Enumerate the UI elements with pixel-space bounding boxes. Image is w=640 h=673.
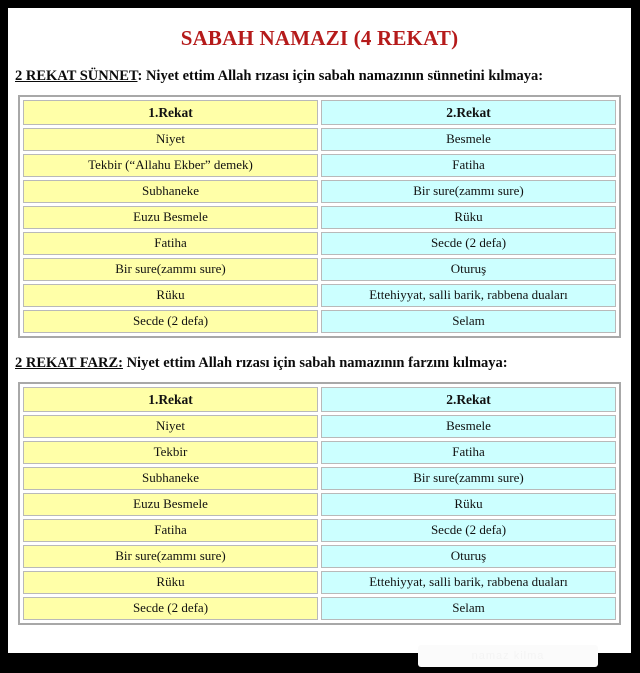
rekat-1-step: Bir sure(zammı sure) <box>23 258 318 281</box>
rekat-1-step: Fatiha <box>23 232 318 255</box>
table-row <box>23 545 616 568</box>
section-sunnet-heading-label: 2 REKAT SÜNNET <box>15 68 138 85</box>
table-row <box>23 597 616 620</box>
table-row <box>23 493 616 516</box>
table-header-row <box>23 100 616 125</box>
page-title: SABAH NAMAZI (4 REKAT) <box>180 26 459 50</box>
section-farz-heading <box>8 354 631 372</box>
column-header-rekat-2: 2.Rekat <box>321 387 616 412</box>
farz-rekat-table <box>18 382 621 625</box>
rekat-1-step: Niyet <box>23 128 318 151</box>
section-sunnet-heading-text: : Niyet ettim Allah rızası için sabah namazının sünnetini kılmaya: <box>137 68 544 85</box>
table-row <box>23 206 616 229</box>
table-row <box>23 128 616 151</box>
table-row <box>23 415 616 438</box>
rekat-1-step: Tekbir <box>23 441 318 464</box>
rekat-1-step: Rüku <box>23 571 318 594</box>
sunnet-rekat-table <box>18 95 621 338</box>
section-farz-heading-label: 2 REKAT FARZ: <box>15 355 123 372</box>
table-row <box>23 232 616 255</box>
rekat-2-step: Selam <box>321 310 616 333</box>
rekat-1-step: Secde (2 defa) <box>23 310 318 333</box>
rekat-2-step: Besmele <box>321 128 616 151</box>
rekat-1-step: Euzu Besmele <box>23 206 318 229</box>
rekat-2-step: Selam <box>321 597 616 620</box>
rekat-1-step: Bir sure(zammı sure) <box>23 545 318 568</box>
rekat-2-step: Rüku <box>321 493 616 516</box>
rekat-1-step: Niyet <box>23 415 318 438</box>
section-sunnet <box>8 67 631 338</box>
column-header-rekat-1: 1.Rekat <box>23 387 318 412</box>
table-row <box>23 258 616 281</box>
table-row <box>23 441 616 464</box>
rekat-2-step: Secde (2 defa) <box>321 232 616 255</box>
rekat-1-step: Tekbir (“Allahu Ekber” demek) <box>23 154 318 177</box>
table-row <box>23 519 616 542</box>
table-row <box>23 310 616 333</box>
rekat-1-step: Rüku <box>23 284 318 307</box>
section-farz-heading-text: Niyet ettim Allah rızası için sabah namazının farzını kılmaya: <box>122 355 508 372</box>
rekat-1-step: Subhaneke <box>23 467 318 490</box>
rekat-2-step: Oturuş <box>321 545 616 568</box>
rekat-1-step: Subhaneke <box>23 180 318 203</box>
rekat-2-step: Bir sure(zammı sure) <box>321 180 616 203</box>
rekat-2-step: Ettehiyyat, salli barik, rabbena duaları <box>321 571 616 594</box>
table-row <box>23 154 616 177</box>
table-row <box>23 467 616 490</box>
section-farz <box>8 354 631 625</box>
rekat-2-step: Bir sure(zammı sure) <box>321 467 616 490</box>
watermark: namaz kilma <box>418 645 598 667</box>
table-row <box>23 284 616 307</box>
rekat-2-step: Secde (2 defa) <box>321 519 616 542</box>
rekat-2-step: Fatiha <box>321 154 616 177</box>
table-row <box>23 571 616 594</box>
rekat-2-step: Ettehiyyat, salli barik, rabbena duaları <box>321 284 616 307</box>
document-page <box>8 8 631 662</box>
column-header-rekat-2: 2.Rekat <box>321 100 616 125</box>
table-header-row <box>23 387 616 412</box>
column-header-rekat-1: 1.Rekat <box>23 100 318 125</box>
table-row <box>23 180 616 203</box>
rekat-1-step: Fatiha <box>23 519 318 542</box>
rekat-2-step: Rüku <box>321 206 616 229</box>
section-sunnet-heading <box>8 67 631 85</box>
rekat-1-step: Secde (2 defa) <box>23 597 318 620</box>
rekat-2-step: Fatiha <box>321 441 616 464</box>
rekat-2-step: Besmele <box>321 415 616 438</box>
rekat-2-step: Oturuş <box>321 258 616 281</box>
rekat-1-step: Euzu Besmele <box>23 493 318 516</box>
